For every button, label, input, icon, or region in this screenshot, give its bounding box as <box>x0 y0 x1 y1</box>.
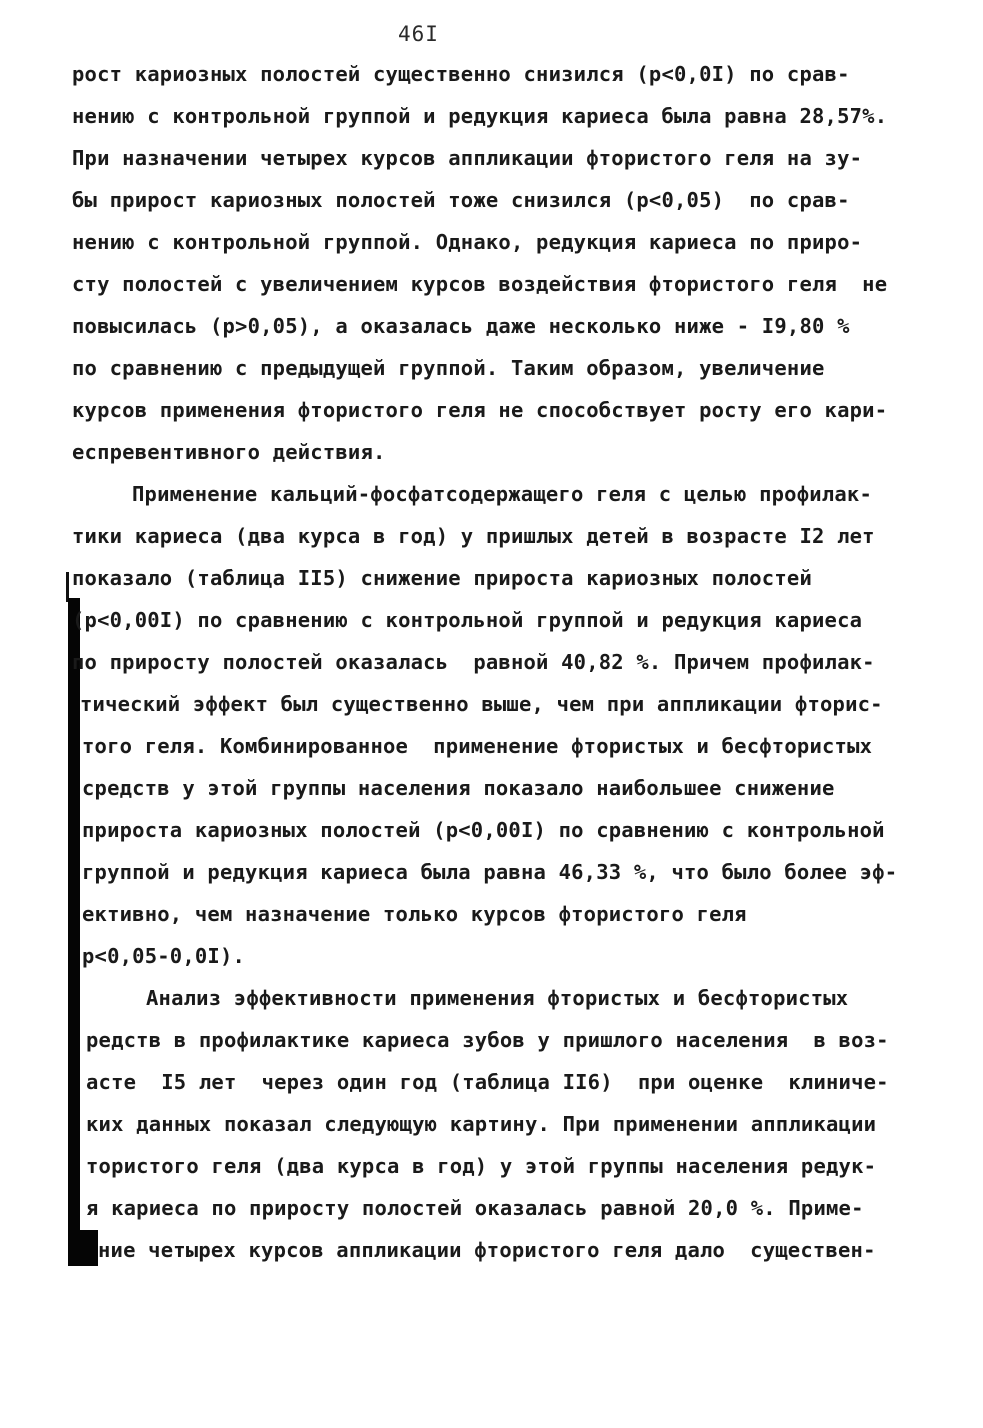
text-line: группой и редукция кариеса была равна 46,33 %, что было более эф- <box>82 860 898 884</box>
text-line: того геля. Комбинированное применение фтористых и бесфтористых <box>82 734 873 758</box>
text-line: нению с контрольной группой. Однако, редукция кариеса по приро- <box>72 230 863 254</box>
text-line: Применение кальций-фосфатсодержащего геля с целью профилак- <box>132 482 872 506</box>
text-line: средств у этой группы населения показало наибольшее снижение <box>82 776 835 800</box>
text-line: рост кариозных полостей существенно снизился (р<0,0I) по срав- <box>72 62 850 86</box>
text-line: При назначении четырех курсов аппликации фтористого геля на зу- <box>72 146 863 170</box>
text-line: повысилась (р>0,05), а оказалась даже несколько ниже - I9,80 % <box>72 314 850 338</box>
text-line: я кариеса по приросту полостей оказалась равной 20,0 %. Приме- <box>86 1196 864 1220</box>
text-line: тический эффект был существенно выше, чем при аппликации фторис- <box>80 692 883 716</box>
text-line: нению с контрольной группой и редукция кариеса была равна 28,57%. <box>72 104 888 128</box>
text-line: асте I5 лет через один год (таблица II6) при оценке клиниче- <box>86 1070 889 1094</box>
text-line: ние четырех курсов аппликации фтористого геля дало существен- <box>98 1238 876 1262</box>
text-line: ективно, чем назначение только курсов фтористого геля <box>82 902 747 926</box>
text-line: прироста кариозных полостей (р<0,00I) по сравнению с контрольной <box>82 818 885 842</box>
text-line: по сравнению с предыдущей группой. Таким образом, увеличение <box>72 356 825 380</box>
text-line: курсов применения фтористого геля не способствует росту его кари- <box>72 398 888 422</box>
text-line: еспревентивного действия. <box>72 440 386 464</box>
text-line: р<0,05-0,0I). <box>82 944 246 968</box>
text-line: тики кариеса (два курса в год) у пришлых детей в возрасте I2 лет <box>72 524 875 548</box>
text-line: тористого геля (два курса в год) у этой группы населения редук- <box>86 1154 877 1178</box>
scan-edge-shadow <box>68 598 80 1266</box>
text-line: Анализ эффективности применения фтористых и бесфтористых <box>146 986 849 1010</box>
text-line: (р<0,00I) по сравнению с контрольной группой и редукция кариеса <box>72 608 863 632</box>
text-line: показало (таблица II5) снижение прироста кариозных полостей <box>72 566 812 590</box>
page-number: 46I <box>398 22 439 46</box>
text-line: ких данных показал следующую картину. При применении аппликации <box>86 1112 877 1136</box>
text-line: сту полостей с увеличением курсов воздействия фтористого геля не <box>72 272 888 296</box>
text-line: по приросту полостей оказалась равной 40,82 %. Причем профилак- <box>72 650 875 674</box>
text-line: бы прирост кариозных полостей тоже снизился (р<0,05) по срав- <box>72 188 850 212</box>
text-line: редств в профилактике кариеса зубов у пришлого населения в воз- <box>86 1028 889 1052</box>
scan-edge-shadow <box>68 1230 98 1266</box>
